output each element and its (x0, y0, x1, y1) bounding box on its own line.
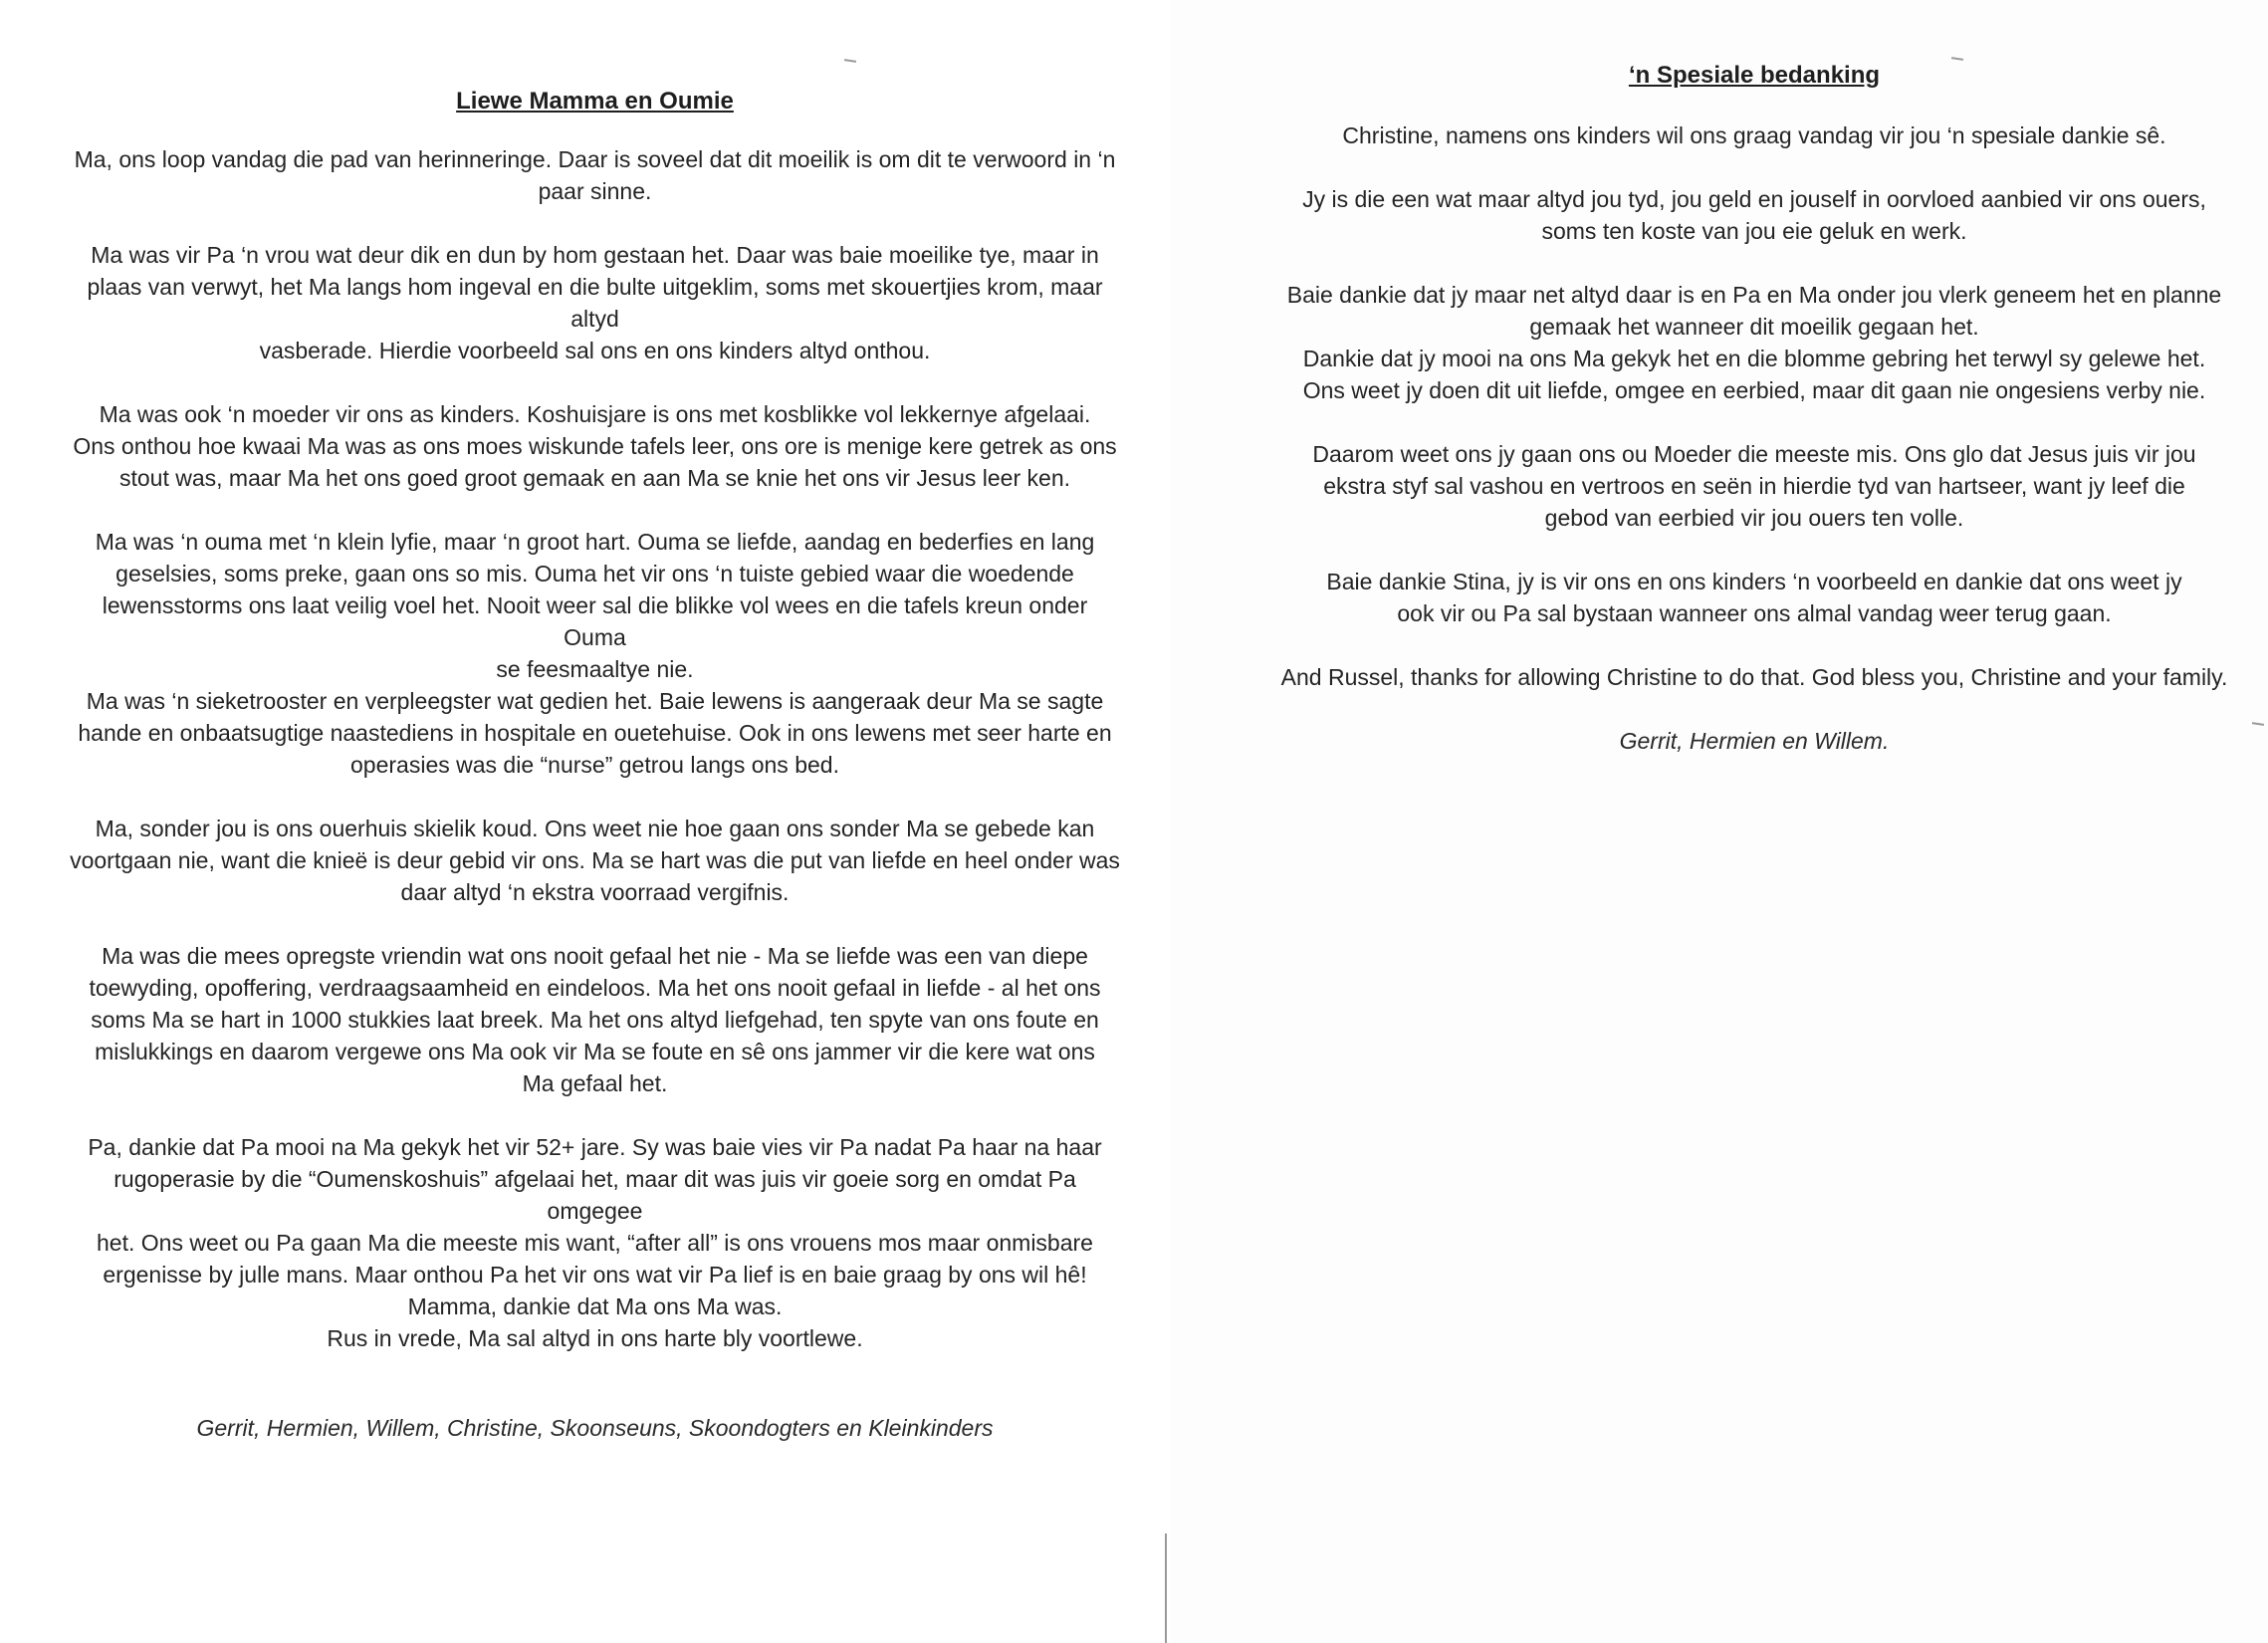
text-line: And Russel, thanks for allowing Christine to do that. God bless you, Christine and your family. (1280, 664, 2228, 690)
text-line: Mamma, dankie dat Ma ons Ma was. (407, 1293, 783, 1319)
text-line: toewyding, opoffering, verdraagsaamheid en eindeloos. Ma het ons nooit gefaal in liefde - al het ons (89, 975, 1101, 1001)
text-line: Daarom weet ons jy gaan ons ou Moeder die meeste mis. Ons glo dat Jesus juis vir jou (1312, 441, 2196, 467)
text-line: Jy is die een wat maar altyd jou tyd, jou geld en jouself in oorvloed aanbied vir ons ouers, (1302, 186, 2206, 212)
text-line: stout was, maar Ma het ons goed groot gemaak en aan Ma se knie het ons vir Jesus leer ken. (118, 465, 1071, 491)
text-line: soms Ma se hart in 1000 stukkies laat breek. Ma het ons altyd liefgehad, ten spyte van ons foute en (91, 1007, 1099, 1033)
left-page-title: Liewe Mamma en Oumie (456, 88, 734, 115)
text-line: daar altyd ‘n ekstra voorraad vergifnis. (400, 879, 790, 905)
paragraph (1260, 661, 2248, 693)
text-line: se feesmaaltye nie. (496, 656, 694, 682)
text-line: gemaak het wanneer dit moeilik gegaan het. (1529, 314, 1979, 340)
text-line: ekstra styf sal vashou en vertroos en seën in hierdie tyd van hartseer, want jy leef die (1323, 473, 2185, 499)
paragraph (70, 526, 1120, 781)
left-page-body (70, 143, 1120, 1354)
left-page-signature: Gerrit, Hermien, Willem, Christine, Skoonseuns, Skoondogters en Kleinkinders (196, 1415, 994, 1441)
text-line: Ma was die mees opregste vriendin wat ons nooit gefaal het nie - Ma se liefde was een van diepe (102, 943, 1088, 969)
text-line: Ons onthou hoe kwaai Ma was as ons moes wiskunde tafels leer, ons ore is menige kere getrek as ons (73, 433, 1117, 459)
text-line: Ma was ook ‘n moeder vir ons as kinders. Koshuisjare is ons met kosblikke vol lekkernye afgelaai. (99, 401, 1091, 427)
text-line: paar sinne. (538, 178, 652, 204)
text-line: Pa, dankie dat Pa mooi na Ma gekyk het vir 52+ jare. Sy was baie vies vir Pa nadat Pa haar na haar (88, 1134, 1102, 1160)
right-page-signature: Gerrit, Hermien en Willem. (1619, 728, 1890, 754)
text-line: Dankie dat jy mooi na ons Ma gekyk het en die blomme gebring het terwyl sy gelewe het. (1302, 346, 2206, 371)
page-fold-line (1165, 1533, 1167, 1643)
text-line: hande en onbaatsugtige naastediens in hospitale en ouetehuise. Ook in ons lewens met seer harte en (78, 720, 1112, 746)
paragraph (70, 398, 1120, 494)
paragraph (1260, 183, 2248, 247)
text-line: plaas van verwyt, het Ma langs hom ingeval en die bulte uitgeklim, soms met skouertjies krom, maar altyd (87, 274, 1103, 332)
text-line: Ma was vir Pa ‘n vrou wat deur dik en dun by hom gestaan het. Daar was baie moeilike tye, maar in (91, 242, 1099, 268)
text-line: Rus in vrede, Ma sal altyd in ons harte bly voortlewe. (327, 1325, 863, 1351)
paragraph (1260, 566, 2248, 629)
text-line: gebod van eerbied vir jou ouers ten volle. (1544, 505, 1964, 531)
text-line: Baie dankie Stina, jy is vir ons en ons kinders ‘n voorbeeld en dankie dat ons weet jy (1326, 569, 2182, 594)
right-page-title: ‘n Spesiale bedanking (1628, 62, 1881, 89)
text-line: het. Ons weet ou Pa gaan Ma die meeste mis want, “after all” is ons vrouens mos maar onmisbare (97, 1230, 1093, 1256)
text-line: rugoperasie by die “Oumenskoshuis” afgelaai het, maar dit was juis vir goeie sorg en omdat Pa omgegee (113, 1166, 1076, 1224)
paragraph (70, 940, 1120, 1099)
paragraph (70, 1131, 1120, 1354)
text-line: Ma, ons loop vandag die pad van herinneringe. Daar is soveel dat dit moeilik is om dit te verwoord in ‘n (74, 146, 1116, 172)
text-line: lewensstorms ons laat veilig voel het. Nooit weer sal die blikke vol wees en die tafels kreun onder Ouma (102, 592, 1088, 650)
text-line: voortgaan nie, want die knieë is deur gebid vir ons. Ma se hart was die put van liefde en heel onder was (70, 847, 1120, 873)
text-line: Ma, sonder jou is ons ouerhuis skielik koud. Ons weet nie hoe gaan ons sonder Ma se gebede kan (95, 816, 1095, 841)
paragraph (70, 143, 1120, 207)
text-line: geselsies, soms preke, gaan ons so mis. Ouma het vir ons ‘n tuiste gebied waar die woedende (115, 561, 1074, 587)
text-line: Ma was ‘n sieketrooster en verpleegster wat gedien het. Baie lewens is aangeraak deur Ma se sagte (86, 688, 1104, 714)
right-page (1171, 0, 2268, 1643)
text-line: vasberade. Hierdie voorbeeld sal ons en ons kinders altyd onthou. (259, 338, 931, 363)
text-line: Ons weet jy doen dit uit liefde, omgee en eerbied, maar dit gaan nie ongesiens verby nie. (1302, 377, 2206, 403)
right-page-body (1260, 119, 2248, 693)
paragraph (70, 239, 1120, 366)
text-line: Ma gefaal het. (522, 1070, 668, 1096)
text-line: mislukkings en daarom vergewe ons Ma ook vir Ma se foute en sê ons jammer vir die kere wat ons (95, 1039, 1095, 1064)
text-line: Ma was ‘n ouma met ‘n klein lyfie, maar ‘n groot hart. Ouma se liefde, aandag en bederfies en lang (95, 529, 1095, 555)
text-line: Baie dankie dat jy maar net altyd daar is en Pa en Ma onder jou vlerk geneem het en planne (1286, 282, 2222, 308)
text-line: ook vir ou Pa sal bystaan wanneer ons almal vandag weer terug gaan. (1397, 600, 2112, 626)
text-line: soms ten koste van jou eie geluk en werk. (1541, 218, 1967, 244)
text-line: ergenisse by julle mans. Maar onthou Pa het vir ons wat vir Pa lief is en baie graag by ons wil hê! (103, 1262, 1087, 1288)
paragraph (1260, 279, 2248, 406)
paragraph (1260, 438, 2248, 534)
paragraph (70, 813, 1120, 908)
text-line: operasies was die “nurse” getrou langs ons bed. (350, 752, 839, 778)
paragraph (1260, 119, 2248, 151)
text-line: Christine, namens ons kinders wil ons graag vandag vir jou ‘n spesiale dankie sê. (1342, 122, 2166, 148)
